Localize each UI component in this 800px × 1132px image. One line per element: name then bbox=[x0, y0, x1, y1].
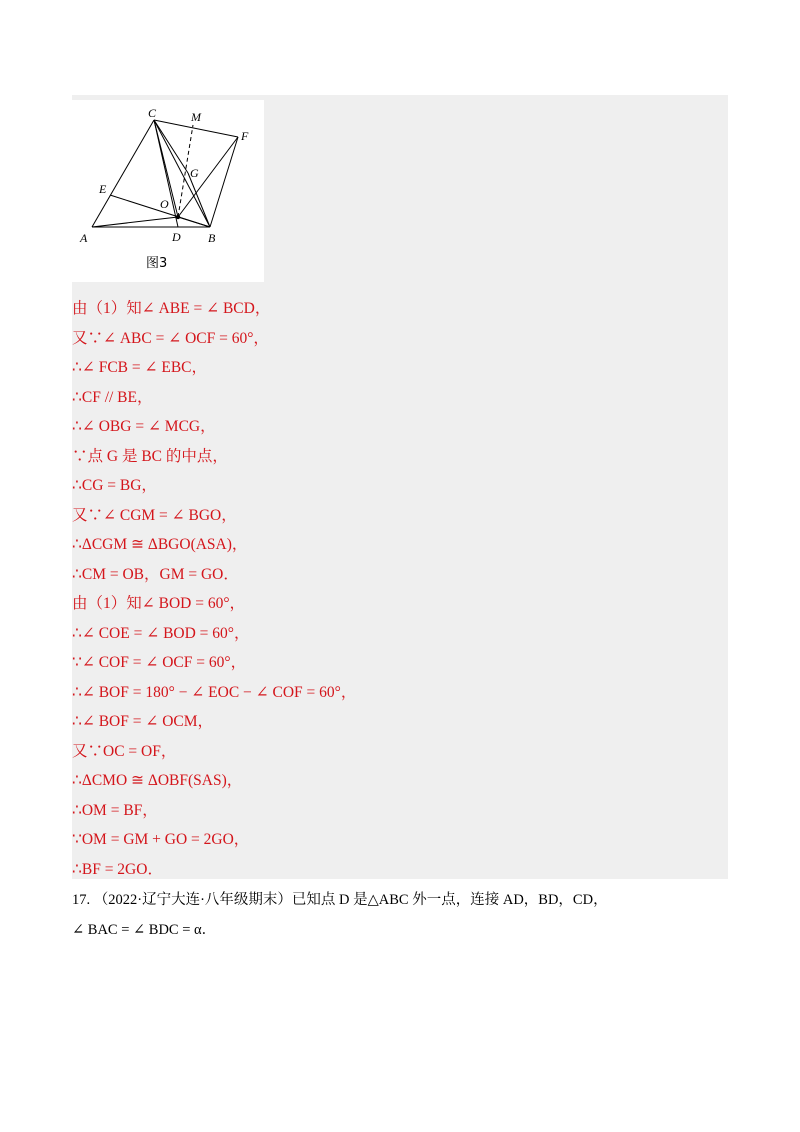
solution-steps bbox=[72, 294, 356, 884]
geometry-figure bbox=[72, 100, 264, 282]
question-17-line-2: ∠ BAC = ∠ BDC = α． bbox=[72, 921, 217, 938]
question-17-line-1: 17. （2022·辽宁大连·八年级期末）已知点 D 是△ABC 外一点，连接 AD，BD，CD， bbox=[72, 892, 608, 908]
label-m: M bbox=[191, 110, 201, 124]
solution-line: ∴∠ FCB = ∠ EBC， bbox=[72, 359, 208, 376]
figure-caption: 图3 bbox=[146, 256, 168, 271]
label-e: E bbox=[99, 182, 107, 196]
solution-line: ∵OM = GM + GO = 2GO， bbox=[72, 831, 250, 848]
solution-line: 又∵OC = OF， bbox=[72, 742, 177, 760]
label-d: D bbox=[172, 230, 181, 244]
solution-line: ∴OM = BF， bbox=[72, 801, 158, 819]
solution-line: 又∵∠ CGM = ∠ BGO， bbox=[72, 506, 237, 524]
figure-diagram bbox=[72, 100, 264, 282]
solution-line: ∴CG = BG， bbox=[72, 477, 157, 494]
point-o-dot bbox=[176, 215, 180, 219]
label-c: C bbox=[148, 106, 157, 120]
solution-line: 由（1）知∠ BOD = 60°， bbox=[72, 595, 246, 612]
solution-line: ∴∠ BOF = 180° − ∠ EOC − ∠ COF = 60°， bbox=[72, 683, 357, 701]
solution-line: ∴CF // BE， bbox=[72, 388, 153, 406]
solution-line: ∴CM = OB，GM = GO． bbox=[72, 565, 239, 583]
solution-line: 又∵∠ ABC = ∠ OCF = 60°， bbox=[72, 329, 269, 347]
solution-line: ∴ΔCGM ≅ ΔBGO(ASA)， bbox=[72, 536, 248, 553]
solution-line: 由（1）知∠ ABE = ∠ BCD， bbox=[72, 300, 271, 317]
solution-line: ∴∠ BOF = ∠ OCM， bbox=[72, 713, 214, 730]
label-f: F bbox=[241, 129, 249, 143]
label-o: O bbox=[160, 197, 169, 211]
question-17 bbox=[72, 886, 608, 945]
solution-line: ∴∠ OBG = ∠ MCG， bbox=[72, 418, 216, 435]
solution-line: ∴BF = 2GO． bbox=[72, 860, 163, 878]
label-b: B bbox=[208, 231, 216, 245]
solution-line: ∴ΔCMO ≅ ΔOBF(SAS)， bbox=[72, 772, 243, 789]
label-g: G bbox=[190, 166, 199, 180]
solution-line: ∵∠ COF = ∠ OCF = 60°， bbox=[72, 654, 247, 671]
solution-line: ∴∠ COE = ∠ BOD = 60°， bbox=[72, 624, 250, 642]
solution-line: ∵点 G 是 BC 的中点， bbox=[72, 447, 228, 465]
label-a: A bbox=[80, 231, 88, 245]
